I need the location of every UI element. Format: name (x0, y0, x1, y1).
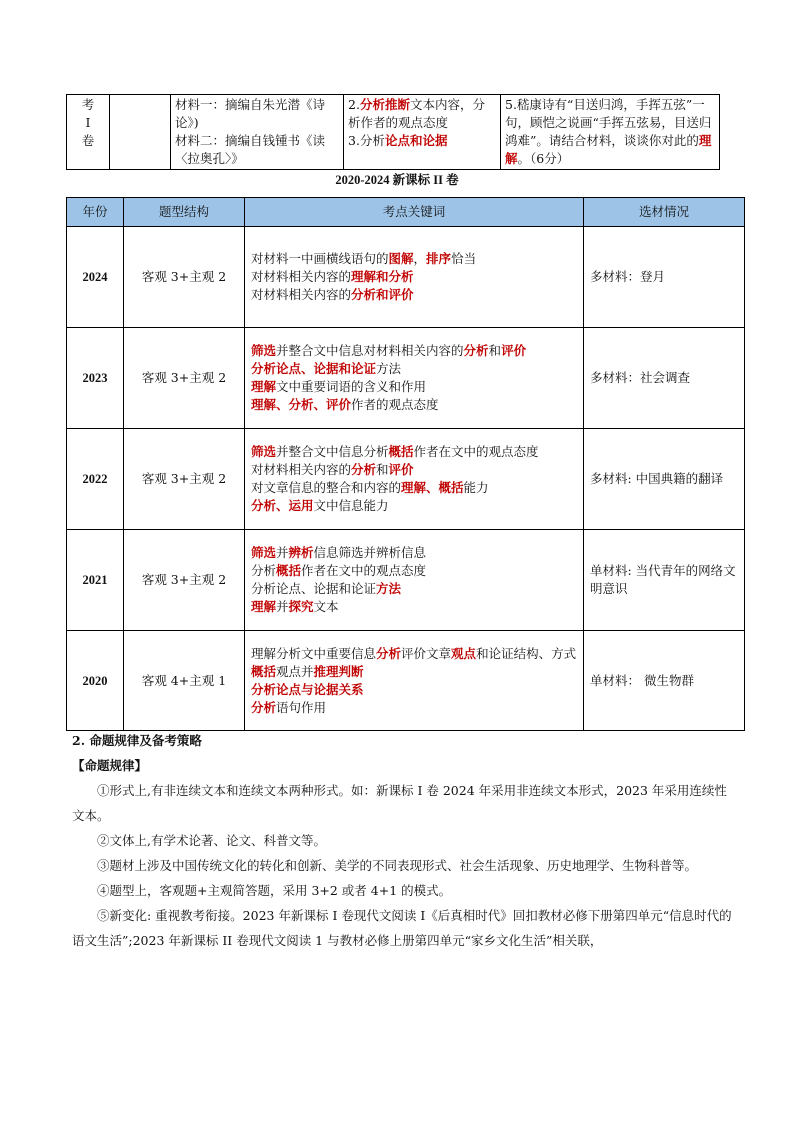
rule-paragraph-4: ④题型上，客观题+主观简答题，采用 3+2 或者 4+1 的模式。 (97, 883, 452, 898)
structure-cell: 客观 3+主观 2 (124, 328, 245, 429)
keypoint-text: 2. (348, 97, 360, 112)
keywords-cell (245, 530, 584, 631)
keyword-highlight: 分析论点与论据关系 (251, 681, 364, 697)
keyword-text: 能力 (463, 480, 489, 495)
keyword-line (251, 580, 577, 598)
keyword-highlight: 探究 (288, 599, 314, 614)
keyword-line (251, 443, 577, 461)
keyword-highlight: 理解 (251, 379, 277, 394)
question-text: 5.嵇康诗有“目送归鸿，手挥五弦”一句，顾恺之说画“手挥五弦易，目送归鸿难”。请结合材料，谈谈你对此的 (505, 97, 712, 148)
keyword-text: 并整合文中信息分析 (276, 444, 389, 459)
keyword-text: 对材料相关内容的 (251, 269, 352, 284)
structure-cell: 客观 3+主观 2 (124, 530, 245, 631)
year-cell: 2021 (67, 530, 124, 631)
keyword-line (251, 645, 577, 663)
exam-label-2: I (85, 115, 91, 130)
section-2 (72, 728, 732, 953)
year-cell: 2023 (67, 328, 124, 429)
table-title: 2020-2024 新课标 II 卷 (335, 173, 459, 187)
keyword-highlight: 辨析 (288, 545, 314, 560)
keyword-highlight: 评价 (388, 462, 414, 477)
keyword-highlight: 方法 (376, 581, 402, 596)
keyword-highlight: 理解 (251, 599, 277, 614)
keyword-highlight: 观点 (451, 645, 477, 661)
table-row (67, 429, 745, 530)
keyword-text: 作者在文中的观点态度 (301, 563, 427, 578)
keyword-line (251, 663, 577, 681)
keywords-cell (245, 227, 584, 328)
keywords-cell (245, 328, 584, 429)
keyword-line (251, 479, 577, 497)
keyword-text: 方法 (376, 361, 402, 376)
keyword-line (251, 681, 577, 699)
keypoint-cell (344, 95, 501, 170)
keyword-highlight: 分析 (251, 699, 277, 715)
keyword-text: 信息筛选并辨析信息 (313, 545, 427, 560)
keyword-highlight: 概括 (276, 563, 302, 578)
table-row (67, 328, 745, 429)
keyword-line (251, 342, 577, 360)
keyword-highlight: 筛选 (251, 343, 277, 358)
keyword-highlight: 分析 (376, 645, 402, 661)
keyword-text: 文本 (313, 599, 339, 614)
keyword-text: 观点并 (276, 663, 314, 679)
exam-label-1: 考 (81, 97, 95, 112)
keyword-text: 和论证结构、方式 (476, 645, 577, 661)
keyword-text: 对材料相关内容的 (251, 462, 352, 477)
keyword-line (251, 286, 577, 304)
keyword-text: 评价文章 (401, 645, 452, 661)
material-source-cell (171, 95, 344, 170)
keyword-text: 并整合文中信息对材料相关内容的 (276, 343, 464, 358)
keyword-line (251, 268, 577, 286)
header-keywords: 考点关键词 (245, 198, 584, 227)
keywords-cell (245, 429, 584, 530)
rule-paragraph-1: ①形式上,有非连续文本和连续文本两种形式。如：新课标 I 卷 2024 年采用非连续文本形式，2023 年采用连续性文本。 (72, 783, 727, 823)
keyword-highlight: 理解和分析 (351, 269, 414, 284)
keyword-highlight: 分析 (463, 343, 489, 358)
keyword-text: 恰当 (451, 251, 477, 266)
structure-cell: 客观 4+主观 1 (124, 631, 245, 731)
keyword-highlight: 分析论点、论据和论证 (251, 361, 377, 376)
year-cell: 2022 (67, 429, 124, 530)
year-cell: 2020 (67, 631, 124, 731)
keyword-text: 分析 (251, 563, 277, 578)
exam-label-cell (67, 95, 110, 170)
keypoint-text: 3.分析 (348, 133, 385, 148)
table-row (67, 530, 745, 631)
material-cell: 多材料：登月 (584, 227, 745, 328)
keyword-text: 和 (488, 343, 502, 358)
keyword-highlight: 理解、概括 (401, 480, 464, 495)
year-cell: 2024 (67, 227, 124, 328)
keyword-line (251, 544, 577, 562)
sub-heading: 【命题规律】 (72, 758, 148, 773)
keyword-text: 分析论点、论据和论证 (251, 581, 377, 596)
keyword-text: 对文章信息的整合和内容的 (251, 480, 402, 495)
keyword-text: 对材料相关内容的 (251, 287, 352, 302)
keyword-line (251, 360, 577, 378)
material-cell: 单材料: 当代青年的网络文明意识 (584, 530, 745, 631)
keyword-highlight: 筛选 (251, 545, 277, 560)
rule-paragraph-2: ②文体上,有学术论著、论文、科普文等。 (97, 833, 326, 848)
keyword-highlight: 分析、运用 (251, 498, 314, 513)
keyword-line (251, 699, 577, 717)
question-highlight: 理解 (505, 133, 712, 166)
header-structure: 题型结构 (124, 198, 245, 227)
section-heading: 2. 命题规律及备考策略 (72, 733, 202, 748)
header-material: 选材情况 (584, 198, 745, 227)
keyword-line (251, 461, 577, 479)
keyword-line (251, 378, 577, 396)
header-year: 年份 (67, 198, 124, 227)
keyword-highlight: 推理判断 (313, 663, 364, 679)
keyword-line (251, 598, 577, 616)
keyword-highlight: 筛选 (251, 444, 277, 459)
material-one: 材料一：摘编自朱光潜《诗论》) (175, 97, 326, 130)
keyword-highlight: 概括 (388, 444, 414, 459)
exam-analysis-table (66, 197, 745, 731)
keyword-highlight: 分析 (351, 462, 377, 477)
exam-label-3: 卷 (81, 133, 95, 148)
keyword-text: 作者的观点态度 (351, 397, 439, 412)
structure-cell: 客观 3+主观 2 (124, 227, 245, 328)
keyword-highlight: 评价 (501, 343, 527, 358)
material-cell: 多材料: 中国典籍的翻译 (584, 429, 745, 530)
keyword-highlight: 理解、分析、评价 (251, 397, 352, 412)
keywords-cell (245, 631, 584, 731)
keyword-highlight: 图解 (388, 251, 414, 266)
empty-cell (110, 95, 171, 170)
keypoint-highlight: 分析推断 (359, 97, 410, 112)
keypoint-highlight: 论点和论据 (384, 133, 448, 148)
keyword-line (251, 396, 577, 414)
keyword-text: 语句作用 (276, 699, 327, 715)
table-row (67, 227, 745, 328)
structure-cell: 客观 3+主观 2 (124, 429, 245, 530)
material-two: 材料二：摘编自钱锺书《读〈拉奥孔〉》 (175, 133, 326, 166)
keypoint-text: 文本内容，分析作者的观点态度 (348, 97, 485, 130)
keyword-highlight: 概括 (251, 663, 277, 679)
material-cell: 多材料：社会调查 (584, 328, 745, 429)
keyword-highlight: 排序 (426, 251, 452, 266)
keyword-text: 和 (376, 462, 389, 477)
keyword-line (251, 497, 577, 515)
keyword-text: 并 (276, 599, 289, 614)
keyword-text: 对材料一中画横线语句的 (251, 251, 389, 266)
keyword-text: 理解分析文中重要信息 (251, 645, 377, 661)
keyword-line (251, 562, 577, 580)
keyword-text: 文中重要词语的含义和作用 (276, 379, 427, 394)
keyword-line (251, 250, 577, 268)
keyword-text: 作者在文中的观点态度 (413, 444, 539, 459)
table-row (67, 631, 745, 731)
question-cell (501, 95, 720, 170)
keyword-text: 文中信息能力 (313, 498, 389, 513)
keyword-text: 并 (276, 545, 289, 560)
question-text: 。（6分） (517, 151, 570, 166)
rule-paragraph-3: ③题材上涉及中国传统文化的转化和创新、美学的不同表现形式、社会生活现象、历史地理学、生物科普等。 (97, 858, 698, 873)
material-cell: 单材料： 微生物群 (584, 631, 745, 731)
exam-table-continuation (66, 94, 720, 170)
keyword-text: ， (413, 251, 427, 266)
keyword-highlight: 分析和评价 (351, 287, 414, 302)
rule-paragraph-5: ⑤新变化: 重视教考衔接。2023 年新课标 I 卷现代文阅读 I《后真相时代》回扣教材必修下册第四单元“信息时代的语文生活”;2023 年新课标 II 卷现代文阅读 1 与教材必修上册第四单元“家乡文化生活”相关联， (72, 908, 732, 948)
